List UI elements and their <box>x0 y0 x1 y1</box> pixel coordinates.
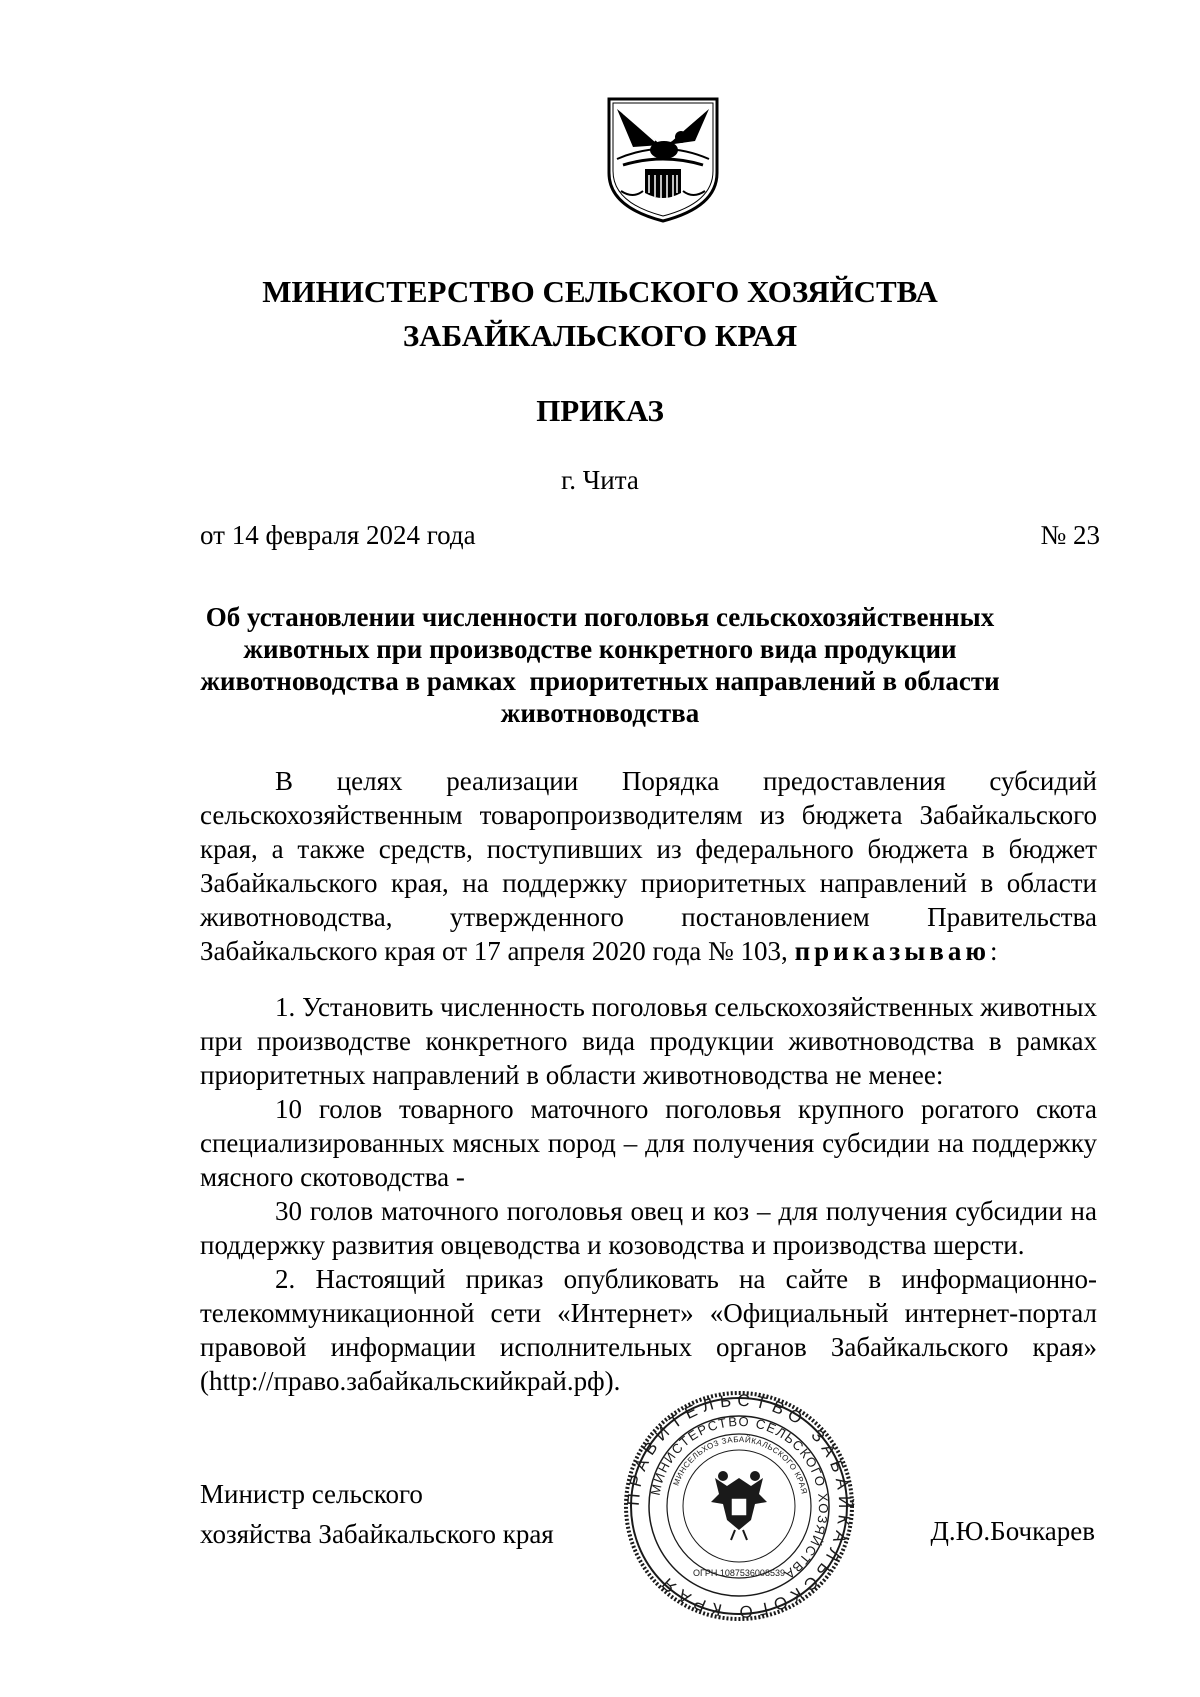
document-type: ПРИКАЗ <box>536 393 664 428</box>
item-2-line-2: телекоммуникационной сети «Интернет» «Официальный интернет-портал <box>200 1298 1097 1328</box>
preamble-line-1: В целях реализации Порядка предоставления субсидий <box>275 766 1097 796</box>
item-2-paragraph <box>200 1262 1097 1398</box>
item-1-sub-2-line-2: поддержку развития овцеводства и козоводства и производства шерсти. <box>200 1230 1025 1260</box>
item-1-line-2: при производстве конкретного вида продукции животноводства в рамках <box>200 1026 1097 1056</box>
document-number: № 23 <box>1040 520 1100 550</box>
seal-middle-text: МИНИСТЕРСТВО СЕЛЬСКОГО ХОЗЯЙСТВА <box>647 1413 832 1583</box>
subject-line-4: животноводства <box>500 698 700 728</box>
subject-line-1: Об установлении численности поголовья сельскохозяйственных <box>205 602 995 632</box>
seal-outer-text: ПРАВИТЕЛЬСТВО ЗАБАЙКАЛЬСКОГО КРАЯ <box>623 1390 855 1622</box>
preamble-line-4: Забайкальского края, на поддержку приоритетных направлений в области <box>200 868 1097 898</box>
city: г. Чита <box>561 465 639 495</box>
signatory-position-line-2: хозяйства Забайкальского края <box>200 1519 554 1549</box>
preamble-line-3: края, а также средств, поступивших из федерального бюджета в бюджет <box>200 834 1097 864</box>
ministry-line-1: МИНИСТЕРСТВО СЕЛЬСКОГО ХОЗЯЙСТВА <box>262 274 938 309</box>
item-2-line-1: 2. Настоящий приказ опубликовать на сайте в информационно- <box>275 1264 1097 1294</box>
preamble-line-6-end: : <box>989 936 998 966</box>
seal-ogrn: ОГРН 1087536008539 <box>693 1568 785 1578</box>
preamble-line-5: животноводства, утвержденного постановлением Правительства <box>200 902 1097 932</box>
subject-line-2: животных при производстве конкретного вида продукции <box>243 634 957 664</box>
item-1-sub-1-line-2: специализированных мясных пород – для получения субсидии на поддержку <box>200 1128 1097 1158</box>
item-1-line-3: приоритетных направлений в области животноводства не менее: <box>200 1060 944 1090</box>
item-2-line-3: правовой информации исполнительных органов Забайкальского края» <box>200 1332 1097 1362</box>
official-seal-stamp <box>623 1390 855 1622</box>
preamble-line-2: сельскохозяйственным товаропроизводителям из бюджета Забайкальского <box>200 800 1097 830</box>
coat-of-arms-emblem <box>603 95 723 225</box>
preamble-paragraph <box>200 764 1097 968</box>
document-date: от 14 февраля 2024 года <box>200 520 476 550</box>
item-2-line-4: (http://право.забайкальскийкрай.рф). <box>200 1366 621 1396</box>
signatory-name: Д.Ю.Бочкарев <box>930 1516 1095 1546</box>
order-word: приказываю <box>794 936 990 966</box>
item-1-paragraph <box>200 990 1097 1262</box>
double-headed-eagle-icon <box>711 1471 767 1540</box>
signatory-position-line-1: Министр сельского <box>200 1479 423 1509</box>
item-1-sub-1-line-3: мясного скотоводства - <box>200 1162 465 1192</box>
item-1-sub-1-line-1: 10 голов товарного маточного поголовья крупного рогатого скота <box>275 1094 1097 1124</box>
document-subject <box>0 601 1200 729</box>
subject-line-3: животноводства в рамках приоритетных направлений в области <box>200 666 1000 696</box>
signatory-position <box>200 1474 554 1554</box>
ministry-line-2: ЗАБАЙКАЛЬСКОГО КРАЯ <box>402 318 798 353</box>
preamble-line-6 <box>200 934 1097 968</box>
ministry-name <box>0 270 1200 358</box>
item-1-line-1: 1. Установить численность поголовья сельскохозяйственных животных <box>275 992 1097 1022</box>
seal-inner-text: МИНСЕЛЬХОЗ ЗАБАЙКАЛЬСКОГО КРАЯ <box>671 1434 809 1496</box>
item-1-sub-2-line-1: 30 голов маточного поголовья овец и коз – для получения субсидии на <box>275 1196 1097 1226</box>
preamble-line-6-text: Забайкальского края от 17 апреля 2020 года № 103, <box>200 936 795 966</box>
